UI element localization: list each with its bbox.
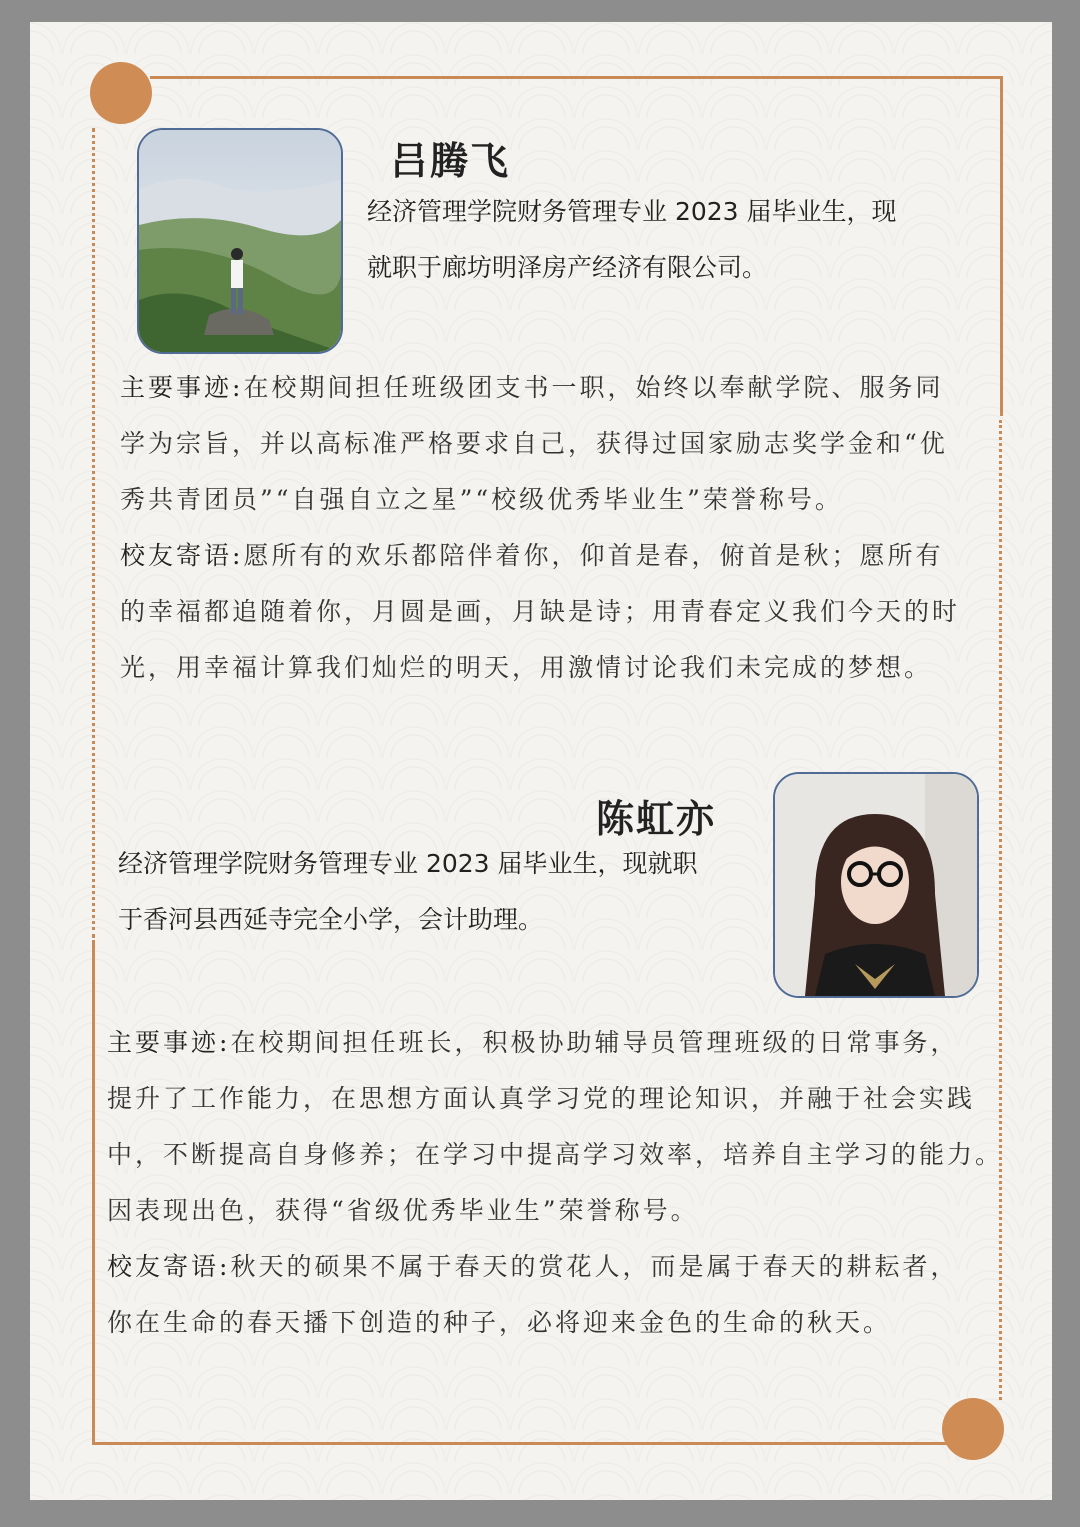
profile-photo-2 (773, 772, 979, 998)
profile-1-deeds (120, 360, 960, 696)
decor-line-left-bottom (92, 940, 95, 1445)
message-line: 的幸福都追随着你，月圆是画，月缺是诗；用青春定义我们今天的时 (120, 597, 961, 626)
deeds-line: 因表现出色，获得“省级优秀毕业生”荣誉称号。 (107, 1196, 699, 1225)
message-label: 校友寄语: (107, 1252, 231, 1281)
profile-photo-1 (137, 128, 343, 354)
decor-dots-left (92, 128, 95, 938)
decor-circle-top-left (90, 62, 152, 124)
deeds-line: 中，不断提高自身修养；在学习中提高学习效率，培养自主学习的能力。 (107, 1140, 1004, 1169)
message-line: 秋天的硕果不属于春天的赏花人，而是属于春天的耕耘者， (230, 1252, 959, 1281)
decor-circle-bottom-right (942, 1398, 1004, 1460)
deeds-label: 主要事迹: (107, 1028, 231, 1057)
message-line: 光，用幸福计算我们灿烂的明天，用激情讨论我们未完成的梦想。 (120, 653, 933, 682)
decor-line-bottom (92, 1442, 952, 1445)
deeds-line: 秀共青团员”“自强自立之星”“校级优秀毕业生”荣誉称号。 (120, 485, 843, 514)
message-line: 愿所有的欢乐都陪伴着你，仰首是春，俯首是秋；愿所有 (243, 541, 944, 570)
intro-line: 经济管理学院财务管理专业 2023 届毕业生，现 (367, 197, 897, 226)
profile-2-name: 陈虹亦 (596, 797, 717, 841)
decor-line-top (150, 76, 1002, 79)
intro-line: 于香河县西延寺完全小学，会计助理。 (118, 905, 544, 934)
intro-line: 经济管理学院财务管理专业 2023 届毕业生，现就职 (118, 849, 698, 878)
profile-2-deeds (107, 1015, 1003, 1351)
deeds-line: 学为宗旨，并以高标准严格要求自己，获得过国家励志奖学金和“优 (120, 429, 948, 458)
profile-1-name: 吕腾飞 (390, 139, 511, 183)
message-label: 校友寄语: (120, 541, 244, 570)
deeds-line: 提升了工作能力，在思想方面认真学习党的理论知识，并融于社会实践 (107, 1084, 976, 1113)
decor-line-right-top (1000, 76, 1003, 416)
profile-1-intro (367, 184, 897, 296)
deeds-line: 在校期间担任班长，积极协助辅导员管理班级的日常事务， (230, 1028, 959, 1057)
intro-line: 就职于廊坊明泽房产经济有限公司。 (367, 253, 768, 282)
deeds-line: 在校期间担任班级团支书一职，始终以奉献学院、服务同 (243, 373, 944, 402)
profile-2-intro (118, 836, 698, 948)
deeds-label: 主要事迹: (120, 373, 244, 402)
message-line: 你在生命的春天播下创造的种子，必将迎来金色的生命的秋天。 (107, 1308, 892, 1337)
